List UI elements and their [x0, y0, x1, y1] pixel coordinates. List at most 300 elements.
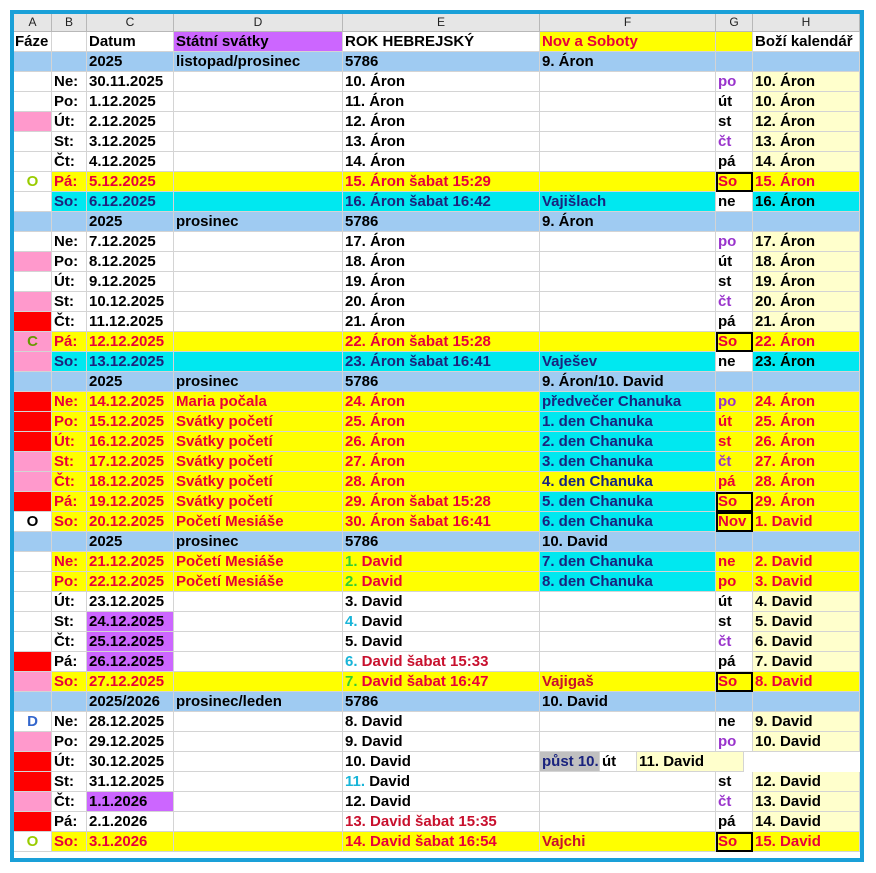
cell-phase[interactable]: [14, 752, 52, 772]
column-header-c[interactable]: C: [87, 14, 174, 32]
cell-phase[interactable]: [14, 532, 52, 552]
cell-gods-calendar[interactable]: 27. Áron: [753, 452, 860, 472]
cell-gods-calendar[interactable]: 4. David: [753, 592, 860, 612]
cell-nov-sobota[interactable]: Vaješev: [540, 352, 716, 372]
cell-hebrew-day[interactable]: [343, 612, 540, 632]
cell-weekday[interactable]: Út:: [52, 592, 87, 612]
cell-nov-sobota[interactable]: [540, 712, 716, 732]
cell-hebrew-day[interactable]: 8. David: [343, 712, 540, 732]
cell-weekday-short[interactable]: [716, 212, 753, 232]
cell-gods-calendar[interactable]: 28. Áron: [753, 472, 860, 492]
cell-weekday[interactable]: So:: [52, 192, 87, 212]
cell-date[interactable]: 22.12.2025: [87, 572, 174, 592]
cell-weekday-short[interactable]: čt: [716, 132, 753, 152]
cell-phase[interactable]: [14, 92, 52, 112]
cell-holiday[interactable]: [174, 172, 343, 192]
cell-date[interactable]: 2.1.2026: [87, 812, 174, 832]
cell-nov-sobota[interactable]: 2. den Chanuka: [540, 432, 716, 452]
cell-weekday[interactable]: Ne:: [52, 392, 87, 412]
cell-weekday[interactable]: Ne:: [52, 72, 87, 92]
cell-gods-calendar[interactable]: 1. David: [753, 512, 860, 532]
column-header-d[interactable]: D: [174, 14, 343, 32]
cell-weekday-short[interactable]: So: [716, 672, 753, 692]
cell-nov-sobota[interactable]: [540, 332, 716, 352]
cell-gods-calendar[interactable]: 20. Áron: [753, 292, 860, 312]
cell-holiday[interactable]: [174, 272, 343, 292]
cell-gods-calendar[interactable]: 10. Áron: [753, 72, 860, 92]
cell-gods-calendar[interactable]: 2. David: [753, 552, 860, 572]
cell-weekday-short[interactable]: So: [716, 492, 753, 512]
cell-phase[interactable]: [14, 472, 52, 492]
column-header-b[interactable]: B: [52, 14, 87, 32]
cell-gods-calendar[interactable]: 24. Áron: [753, 392, 860, 412]
cell-weekday[interactable]: [52, 372, 87, 392]
cell-date[interactable]: 10.12.2025: [87, 292, 174, 312]
cell-hebrew-day[interactable]: [343, 672, 540, 692]
cell-phase[interactable]: [14, 492, 52, 512]
cell-weekday-short[interactable]: čt: [716, 292, 753, 312]
cell-weekday[interactable]: Po:: [52, 412, 87, 432]
cell-phase[interactable]: [14, 672, 52, 692]
cell-weekday-short[interactable]: pá: [716, 472, 753, 492]
cell-date[interactable]: 29.12.2025: [87, 732, 174, 752]
cell-date[interactable]: 27.12.2025: [87, 672, 174, 692]
cell-date[interactable]: 28.12.2025: [87, 712, 174, 732]
cell-weekday-short[interactable]: ne: [716, 352, 753, 372]
cell-phase[interactable]: O: [14, 172, 52, 192]
cell-weekday[interactable]: Po:: [52, 252, 87, 272]
cell-holiday[interactable]: [174, 812, 343, 832]
cell-nov-sobota[interactable]: [540, 732, 716, 752]
cell-hebrew-day[interactable]: [343, 552, 540, 572]
cell-gods-calendar[interactable]: 12. David: [753, 772, 860, 792]
cell-weekday-short[interactable]: po: [716, 392, 753, 412]
cell-holiday[interactable]: Svátky početí: [174, 432, 343, 452]
cell-weekday[interactable]: So:: [52, 832, 87, 852]
cell-date[interactable]: 1.12.2025: [87, 92, 174, 112]
cell-phase[interactable]: O: [14, 832, 52, 852]
cell-weekday-short[interactable]: pá: [716, 152, 753, 172]
cell-hebrew-day[interactable]: 28. Áron: [343, 472, 540, 492]
cell-date[interactable]: 30.11.2025: [87, 72, 174, 92]
cell-weekday[interactable]: Ne:: [52, 552, 87, 572]
cell-hebrew-day[interactable]: [343, 652, 540, 672]
cell-gods-calendar[interactable]: [753, 212, 860, 232]
cell-holiday[interactable]: [174, 612, 343, 632]
cell-hebrew-day[interactable]: 23. Áron šabat 16:41: [343, 352, 540, 372]
cell-hebrew-day[interactable]: 5. David: [343, 632, 540, 652]
cell-holiday[interactable]: Svátky početí: [174, 472, 343, 492]
cell-gods-calendar[interactable]: 8. David: [753, 672, 860, 692]
cell-nov-sobota[interactable]: [540, 772, 716, 792]
cell-weekday[interactable]: Ne:: [52, 232, 87, 252]
cell-phase[interactable]: [14, 772, 52, 792]
cell-phase[interactable]: [14, 792, 52, 812]
cell-hebrew-day[interactable]: 5786: [343, 52, 540, 72]
cell-date[interactable]: 16.12.2025: [87, 432, 174, 452]
cell-holiday[interactable]: prosinec: [174, 212, 343, 232]
cell-hebrew-day[interactable]: 14. Áron: [343, 152, 540, 172]
cell-holiday[interactable]: [174, 132, 343, 152]
cell-date[interactable]: 4.12.2025: [87, 152, 174, 172]
cell-phase[interactable]: [14, 552, 52, 572]
cell-phase[interactable]: C: [14, 332, 52, 352]
cell-date[interactable]: 31.12.2025: [87, 772, 174, 792]
cell-hebrew-day[interactable]: 24. Áron: [343, 392, 540, 412]
cell-weekday-short[interactable]: út: [716, 412, 753, 432]
cell-weekday[interactable]: St:: [52, 452, 87, 472]
cell-weekday-short[interactable]: ne: [716, 192, 753, 212]
cell-phase[interactable]: D: [14, 712, 52, 732]
cell-date[interactable]: 2025: [87, 212, 174, 232]
cell-phase[interactable]: [14, 572, 52, 592]
cell-phase[interactable]: [14, 152, 52, 172]
cell-phase[interactable]: [14, 412, 52, 432]
cell-weekday-short[interactable]: pá: [716, 812, 753, 832]
cell-weekday[interactable]: Pá:: [52, 332, 87, 352]
cell-weekday[interactable]: Pá:: [52, 652, 87, 672]
cell-phase[interactable]: [14, 292, 52, 312]
cell-datum-header[interactable]: Datum: [87, 32, 174, 52]
cell-hebrew-day[interactable]: 25. Áron: [343, 412, 540, 432]
cell-nov-sobota[interactable]: 9. Áron: [540, 52, 716, 72]
cell-date[interactable]: 1.1.2026: [87, 792, 174, 812]
cell-holiday[interactable]: listopad/prosinec: [174, 52, 343, 72]
cell-date[interactable]: 5.12.2025: [87, 172, 174, 192]
cell-weekday-short[interactable]: Nov: [716, 512, 753, 532]
cell-hebrew-day[interactable]: 10. David: [343, 752, 540, 772]
cell-holiday[interactable]: [174, 732, 343, 752]
cell-nov-sobota[interactable]: 7. den Chanuka: [540, 552, 716, 572]
cell-gods-calendar[interactable]: 10. Áron: [753, 92, 860, 112]
cell-date[interactable]: 12.12.2025: [87, 332, 174, 352]
cell-weekday[interactable]: [52, 532, 87, 552]
cell-holiday[interactable]: [174, 72, 343, 92]
cell-gods-calendar[interactable]: 26. Áron: [753, 432, 860, 452]
cell-date[interactable]: 17.12.2025: [87, 452, 174, 472]
cell-weekday[interactable]: So:: [52, 352, 87, 372]
cell-weekday[interactable]: St:: [52, 132, 87, 152]
cell-weekday-short[interactable]: pá: [716, 652, 753, 672]
cell-nov-sobota[interactable]: Vajišlach: [540, 192, 716, 212]
cell-nov-sobota[interactable]: [540, 132, 716, 152]
cell-date[interactable]: 23.12.2025: [87, 592, 174, 612]
cell-weekday-short[interactable]: [716, 372, 753, 392]
cell-holiday[interactable]: Svátky početí: [174, 412, 343, 432]
cell-weekday-short[interactable]: út: [600, 752, 637, 772]
cell-gods-calendar[interactable]: 10. David: [753, 732, 860, 752]
cell-nov-sobota[interactable]: 9. Áron: [540, 212, 716, 232]
cell-weekday-short[interactable]: ne: [716, 712, 753, 732]
column-header-a[interactable]: A: [14, 14, 52, 32]
cell-weekday[interactable]: [52, 692, 87, 712]
cell-holiday[interactable]: Svátky početí: [174, 492, 343, 512]
cell-hebrew-day[interactable]: 16. Áron šabat 16:42: [343, 192, 540, 212]
cell-weekday[interactable]: Pá:: [52, 492, 87, 512]
cell-gods-calendar[interactable]: 15. Áron: [753, 172, 860, 192]
cell-holiday[interactable]: [174, 352, 343, 372]
cell-weekday[interactable]: So:: [52, 672, 87, 692]
cell-phase[interactable]: [14, 252, 52, 272]
cell-phase[interactable]: [14, 652, 52, 672]
cell-phase[interactable]: [14, 732, 52, 752]
cell-holiday[interactable]: [174, 292, 343, 312]
cell-weekday[interactable]: Út:: [52, 752, 87, 772]
cell-date[interactable]: 2025: [87, 532, 174, 552]
cell-phase[interactable]: [14, 392, 52, 412]
cell-date[interactable]: 6.12.2025: [87, 192, 174, 212]
cell-date[interactable]: 25.12.2025: [87, 632, 174, 652]
cell-nov-header[interactable]: Nov a Soboty: [540, 32, 716, 52]
cell-weekday[interactable]: Pá:: [52, 812, 87, 832]
cell-nov-sobota[interactable]: [540, 272, 716, 292]
cell-nov-sobota[interactable]: půst 10.: [542, 753, 599, 770]
cell-phase[interactable]: [14, 272, 52, 292]
cell-nov-sobota[interactable]: 4. den Chanuka: [540, 472, 716, 492]
cell-faze-header[interactable]: Fáze: [14, 32, 52, 52]
cell-nov-sobota[interactable]: Vajigaš: [540, 672, 716, 692]
cell-hebrew-day[interactable]: 20. Áron: [343, 292, 540, 312]
cell-phase[interactable]: [14, 812, 52, 832]
cell-nov-sobota[interactable]: [540, 312, 716, 332]
cell-date[interactable]: 20.12.2025: [87, 512, 174, 532]
cell-phase[interactable]: [14, 52, 52, 72]
cell-date[interactable]: 19.12.2025: [87, 492, 174, 512]
cell-weekday[interactable]: [52, 212, 87, 232]
cell-nov-sobota[interactable]: [540, 812, 716, 832]
cell-nov-sobota[interactable]: [540, 152, 716, 172]
cell-weekday-short[interactable]: [716, 692, 753, 712]
cell-gods-calendar[interactable]: 17. Áron: [753, 232, 860, 252]
cell-hebrew-day[interactable]: 30. Áron šabat 16:41: [343, 512, 540, 532]
cell-holiday[interactable]: Maria počala: [174, 392, 343, 412]
cell-holiday[interactable]: prosinec: [174, 532, 343, 552]
cell-phase[interactable]: [14, 312, 52, 332]
cell-weekday-short[interactable]: po: [716, 732, 753, 752]
cell-gods-calendar[interactable]: 13. Áron: [753, 132, 860, 152]
cell-gods-calendar[interactable]: 21. Áron: [753, 312, 860, 332]
cell-weekday[interactable]: Po:: [52, 732, 87, 752]
cell-nov-sobota[interactable]: 6. den Chanuka: [540, 512, 716, 532]
cell-date[interactable]: 3.1.2026: [87, 832, 174, 852]
cell-hebrew-day[interactable]: 19. Áron: [343, 272, 540, 292]
cell-date[interactable]: 26.12.2025: [87, 652, 174, 672]
cell-nov-sobota[interactable]: 1. den Chanuka: [540, 412, 716, 432]
cell-gods-calendar[interactable]: 3. David: [753, 572, 860, 592]
cell-weekday[interactable]: Po:: [52, 572, 87, 592]
cell-phase[interactable]: [14, 452, 52, 472]
cell-weekday[interactable]: Út:: [52, 112, 87, 132]
cell-weekday-short[interactable]: st: [716, 432, 753, 452]
cell-gods-calendar[interactable]: 13. David: [753, 792, 860, 812]
cell-hebrew-day[interactable]: 21. Áron: [343, 312, 540, 332]
cell-hebrew-day[interactable]: 18. Áron: [343, 252, 540, 272]
cell-gods-calendar[interactable]: [753, 52, 860, 72]
cell-phase[interactable]: [14, 72, 52, 92]
cell-holiday[interactable]: Svátky početí: [174, 452, 343, 472]
cell-weekday-short[interactable]: út: [716, 92, 753, 112]
cell-gods-calendar[interactable]: 25. Áron: [753, 412, 860, 432]
cell-weekday-short[interactable]: po: [716, 72, 753, 92]
cell-date[interactable]: 2025: [87, 372, 174, 392]
cell-hebrew-day[interactable]: 13. David šabat 15:35: [343, 812, 540, 832]
cell-gods-calendar[interactable]: 14. David: [753, 812, 860, 832]
cell-phase[interactable]: [14, 232, 52, 252]
cell-hebrew-day[interactable]: 29. Áron šabat 15:28: [343, 492, 540, 512]
cell-weekday[interactable]: St:: [52, 612, 87, 632]
cell-date[interactable]: 2025: [87, 52, 174, 72]
cell-nov-sobota[interactable]: 9. Áron/10. David: [540, 372, 716, 392]
cell-weekday-short[interactable]: út: [716, 592, 753, 612]
cell-weekday[interactable]: [52, 52, 87, 72]
cell-weekday-short[interactable]: [716, 52, 753, 72]
cell-holiday[interactable]: [174, 592, 343, 612]
cell-holiday[interactable]: prosinec/leden: [174, 692, 343, 712]
cell-svatky-header[interactable]: Státní svátky: [174, 32, 343, 52]
cell-weekday-short[interactable]: čt: [716, 632, 753, 652]
cell-holiday[interactable]: Početí Mesiáše: [174, 572, 343, 592]
cell-date[interactable]: 24.12.2025: [87, 612, 174, 632]
cell-bozi-header[interactable]: Boží kalendář: [753, 32, 860, 52]
cell-holiday[interactable]: [174, 252, 343, 272]
cell-weekday-short[interactable]: út: [716, 252, 753, 272]
cell-date[interactable]: 11.12.2025: [87, 312, 174, 332]
cell-date[interactable]: 13.12.2025: [87, 352, 174, 372]
cell-nov-sobota[interactable]: [540, 72, 716, 92]
cell-nov-sobota[interactable]: [540, 232, 716, 252]
cell-gods-calendar[interactable]: 6. David: [753, 632, 860, 652]
cell-nov-sobota[interactable]: [540, 292, 716, 312]
cell-holiday[interactable]: Početí Mesiáše: [174, 512, 343, 532]
cell-hebrew-day[interactable]: 15. Áron šabat 15:29: [343, 172, 540, 192]
cell-date[interactable]: 15.12.2025: [87, 412, 174, 432]
cell-holiday[interactable]: [174, 792, 343, 812]
cell-weekday[interactable]: Čt:: [52, 632, 87, 652]
cell-holiday[interactable]: prosinec: [174, 372, 343, 392]
cell-weekday[interactable]: St:: [52, 772, 87, 792]
cell-weekday[interactable]: So:: [52, 512, 87, 532]
cell-nov-sobota[interactable]: [540, 792, 716, 812]
cell-phase[interactable]: [14, 212, 52, 232]
cell-nov-sobota[interactable]: [540, 612, 716, 632]
cell-rok-header[interactable]: ROK HEBREJSKÝ: [343, 32, 540, 52]
cell-holiday[interactable]: [174, 332, 343, 352]
cell-holiday[interactable]: [174, 772, 343, 792]
cell-weekday-short[interactable]: st: [716, 112, 753, 132]
cell-phase[interactable]: O: [14, 512, 52, 532]
cell-nov-sobota[interactable]: 3. den Chanuka: [540, 452, 716, 472]
cell-date[interactable]: 21.12.2025: [87, 552, 174, 572]
cell-date[interactable]: 18.12.2025: [87, 472, 174, 492]
cell-nov-sobota[interactable]: [540, 112, 716, 132]
cell-hebrew-day[interactable]: 5786: [343, 692, 540, 712]
cell-phase[interactable]: [14, 632, 52, 652]
cell-phase[interactable]: [14, 112, 52, 132]
column-header-g[interactable]: G: [716, 14, 753, 32]
cell-date[interactable]: 2025/2026: [87, 692, 174, 712]
cell-nov-sobota[interactable]: předvečer Chanuka: [540, 392, 716, 412]
cell-hebrew-day[interactable]: 5786: [343, 212, 540, 232]
cell-date[interactable]: 14.12.2025: [87, 392, 174, 412]
cell-holiday[interactable]: [174, 712, 343, 732]
cell-holiday[interactable]: [174, 192, 343, 212]
cell-weekday-short[interactable]: ne: [716, 552, 753, 572]
cell-nov-sobota[interactable]: Vajchi: [540, 832, 716, 852]
cell-date[interactable]: 7.12.2025: [87, 232, 174, 252]
cell-nov-sobota[interactable]: [540, 592, 716, 612]
cell-weekday-short[interactable]: st: [716, 612, 753, 632]
cell-phase[interactable]: [14, 692, 52, 712]
cell-hebrew-day[interactable]: 22. Áron šabat 15:28: [343, 332, 540, 352]
column-header-h[interactable]: H: [753, 14, 860, 32]
cell-hebrew-day[interactable]: 13. Áron: [343, 132, 540, 152]
cell-date[interactable]: 30.12.2025: [87, 752, 174, 772]
cell-holiday[interactable]: [174, 632, 343, 652]
cell-hebrew-day[interactable]: 9. David: [343, 732, 540, 752]
cell-hebrew-day[interactable]: 27. Áron: [343, 452, 540, 472]
cell-weekday-short[interactable]: pá: [716, 312, 753, 332]
cell-date[interactable]: 3.12.2025: [87, 132, 174, 152]
cell-empty[interactable]: [716, 32, 753, 52]
cell-gods-calendar[interactable]: [753, 372, 860, 392]
cell-nov-sobota[interactable]: [540, 252, 716, 272]
cell-holiday[interactable]: [174, 832, 343, 852]
cell-gods-calendar[interactable]: 9. David: [753, 712, 860, 732]
cell-holiday[interactable]: [174, 232, 343, 252]
cell-nov-sobota[interactable]: [540, 652, 716, 672]
cell-weekday[interactable]: Čt:: [52, 472, 87, 492]
cell-date[interactable]: 8.12.2025: [87, 252, 174, 272]
cell-weekday-short[interactable]: So: [716, 832, 753, 852]
cell-holiday[interactable]: Početí Mesiáše: [174, 552, 343, 572]
cell-holiday[interactable]: [174, 152, 343, 172]
column-header-e[interactable]: E: [343, 14, 540, 32]
cell-gods-calendar[interactable]: 5. David: [753, 612, 860, 632]
cell-phase[interactable]: [14, 592, 52, 612]
cell-phase[interactable]: [14, 612, 52, 632]
cell-gods-calendar[interactable]: 14. Áron: [753, 152, 860, 172]
cell-hebrew-day[interactable]: 12. Áron: [343, 112, 540, 132]
cell-gods-calendar[interactable]: 11. David: [637, 752, 744, 772]
cell-weekday-short[interactable]: čt: [716, 452, 753, 472]
cell-hebrew-day[interactable]: 12. David: [343, 792, 540, 812]
cell-gods-calendar[interactable]: 18. Áron: [753, 252, 860, 272]
cell-gods-calendar[interactable]: [753, 692, 860, 712]
cell-holiday[interactable]: [174, 312, 343, 332]
cell-holiday[interactable]: [174, 752, 343, 772]
cell-gods-calendar[interactable]: [753, 532, 860, 552]
cell-gods-calendar[interactable]: 16. Áron: [753, 192, 860, 212]
cell-date[interactable]: 9.12.2025: [87, 272, 174, 292]
cell-weekday-short[interactable]: čt: [716, 792, 753, 812]
cell-weekday-short[interactable]: st: [716, 272, 753, 292]
cell-gods-calendar[interactable]: 29. Áron: [753, 492, 860, 512]
cell-hebrew-day[interactable]: [343, 772, 540, 792]
cell-phase[interactable]: [14, 372, 52, 392]
cell-weekday-short[interactable]: So: [716, 332, 753, 352]
cell-hebrew-day[interactable]: 11. Áron: [343, 92, 540, 112]
cell-holiday[interactable]: [174, 652, 343, 672]
cell-phase[interactable]: [14, 352, 52, 372]
cell-nov-sobota[interactable]: [540, 172, 716, 192]
cell-hebrew-day[interactable]: 5786: [343, 372, 540, 392]
cell-weekday-short[interactable]: st: [716, 772, 753, 792]
cell-nov-sobota[interactable]: 5. den Chanuka: [540, 492, 716, 512]
cell-weekday[interactable]: St:: [52, 292, 87, 312]
column-header-f[interactable]: F: [540, 14, 716, 32]
cell-hebrew-day[interactable]: 26. Áron: [343, 432, 540, 452]
cell-weekday[interactable]: Pá:: [52, 172, 87, 192]
